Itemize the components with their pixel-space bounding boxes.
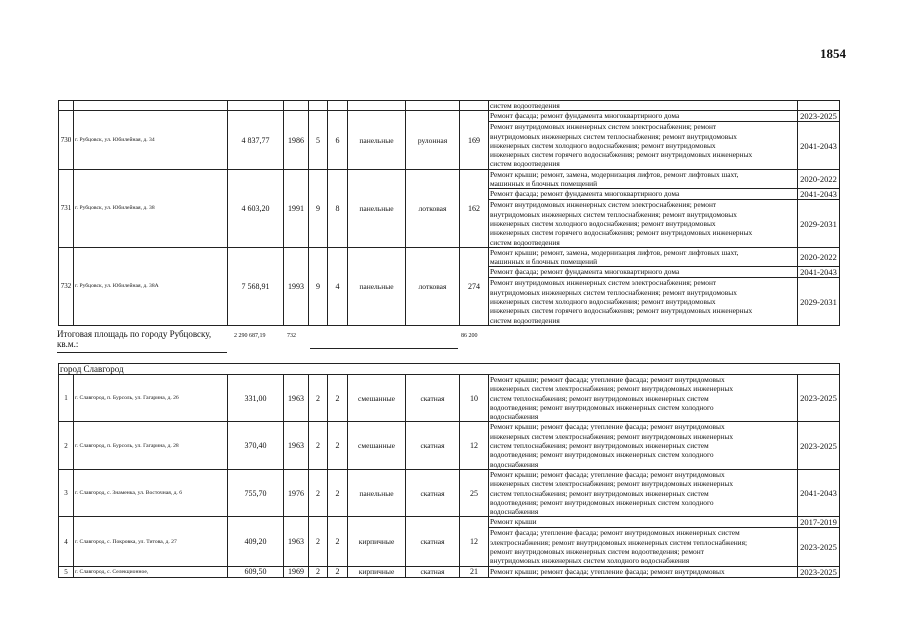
house-address: г. Рубцовск, ул. Юбилейная, д. 34 [74, 111, 228, 169]
roof-type: лотковая [406, 169, 460, 247]
entrances: 4 [328, 247, 348, 325]
table-body [59, 101, 840, 326]
table-row [59, 247, 840, 267]
totals-residents: 86 200 [461, 333, 478, 339]
work-description: Ремонт крыши; ремонт, замена, модернизация лифтов, ремонт лифтовых шахт, машинных и блочных помещений [489, 247, 798, 267]
housing-table-rubtsovsk [58, 100, 840, 326]
entrances: 8 [328, 169, 348, 247]
row-number: 2 [59, 422, 74, 469]
divider [310, 348, 458, 349]
row-number: 732 [59, 247, 74, 325]
work-description: Ремонт крыши; ремонт, замена, модернизация лифтов, ремонт лифтовых шахт, машинных и блочных помещений [489, 169, 798, 189]
wall-material: кирпичные [348, 566, 406, 577]
row-number: 730 [59, 111, 74, 169]
floors: 2 [309, 517, 328, 566]
table-row [59, 169, 840, 189]
roof-type: скатная [406, 422, 460, 469]
table-row [59, 375, 840, 422]
entrances: 2 [328, 375, 348, 422]
entrances: 2 [328, 469, 348, 516]
floors: 9 [309, 247, 328, 325]
work-period: 2017-2019 [798, 517, 840, 528]
build-year: 1986 [284, 111, 309, 169]
house-area: 4 837,77 [228, 111, 284, 169]
house-address: г. Рубцовск, ул. Юбилейная, д. 38 [74, 169, 228, 247]
wall-material: панельные [348, 247, 406, 325]
row-number: 5 [59, 566, 74, 577]
work-description: Ремонт фасада; утепление фасада; ремонт внутридомовых инженерных систем электроснабжения; ремонт внутридомовых инженерных систем теплоснабжения; ремонт внутридомовых инженерных систем водоотведения; ремонт внутридомовых инженерных систем холодного водоснабжения [489, 528, 798, 566]
row-number: 3 [59, 469, 74, 516]
page-number: 1854 [820, 46, 846, 61]
totals-house-count: 732 [287, 333, 296, 339]
housing-table-slavgorod [58, 363, 840, 578]
floors: 2 [309, 375, 328, 422]
table-row [59, 111, 840, 122]
table-row [59, 566, 840, 577]
work-period [798, 101, 840, 111]
totals-area: 2 290 687,19 [234, 333, 266, 339]
work-period: 2020-2022 [798, 169, 840, 189]
floors: 5 [309, 111, 328, 169]
work-description: Ремонт крыши [489, 517, 798, 528]
house-area: 609,50 [228, 566, 284, 577]
divider [57, 352, 227, 353]
work-period: 2023-2025 [798, 528, 840, 566]
house-area: 7 568,91 [228, 247, 284, 325]
table-row [59, 517, 840, 528]
work-description: Ремонт внутридомовых инженерных систем электроснабжения; ремонт внутридомовых инженерных систем теплоснабжения; ремонт внутридомовых инженерных систем холодного водоснабжения; ремонт внутридомовых инженерных систем горячего водоснабжения; ремонт внутридомовых инженерных систем водоотведения [489, 200, 798, 247]
residents: 162 [460, 169, 489, 247]
wall-material: панельные [348, 169, 406, 247]
work-period: 2023-2025 [798, 566, 840, 577]
work-description: Ремонт крыши; ремонт фасада; утепление фасада; ремонт внутридомовых [489, 566, 798, 577]
house-address: г. Славгород, с. Знаменка, ул. Восточная, д. 6 [74, 469, 228, 516]
floors: 2 [309, 422, 328, 469]
entrances: 2 [328, 566, 348, 577]
entrances: 6 [328, 111, 348, 169]
work-description: Ремонт крыши; ремонт фасада; утепление фасада; ремонт внутридомовых инженерных систем электроснабжения; ремонт внутридомовых инженерных систем теплоснабжения; ремонт внутридомовых инженерных систем водоотведения; ремонт внутридомовых инженерных систем холодного водоснабжения [489, 422, 798, 469]
work-description: Ремонт внутридомовых инженерных систем электроснабжения; ремонт внутридомовых инженерных систем теплоснабжения; ремонт внутридомовых инженерных систем холодного водоснабжения; ремонт внутридомовых инженерных систем горячего водоснабжения; ремонт внутридомовых инженерных систем водоотведения [489, 278, 798, 325]
floors: 9 [309, 169, 328, 247]
build-year: 1963 [284, 422, 309, 469]
residents: 169 [460, 111, 489, 169]
wall-material: смешанные [348, 422, 406, 469]
residents: 12 [460, 422, 489, 469]
work-period: 2041-2043 [798, 267, 840, 278]
work-description: Ремонт внутридомовых инженерных систем электроснабжения; ремонт внутридомовых инженерных систем теплоснабжения; ремонт внутридомовых инженерных систем холодного водоснабжения; ремонт внутридомовых инженерных систем горячего водоснабжения; ремонт внутридомовых инженерных систем водоотведения [489, 122, 798, 169]
build-year: 1991 [284, 169, 309, 247]
house-area: 409,20 [228, 517, 284, 566]
work-period: 2029-2031 [798, 200, 840, 247]
work-description: Ремонт фасада; ремонт фундамента многоквартирного дома [489, 189, 798, 200]
build-year: 1993 [284, 247, 309, 325]
roof-type: скатная [406, 469, 460, 516]
work-description: Ремонт фасада; ремонт фундамента многоквартирного дома [489, 111, 798, 122]
house-address: г. Славгород, с. Покровка, ул. Титова, д. 27 [74, 517, 228, 566]
residents: 25 [460, 469, 489, 516]
house-address: г. Славгород, п. Бурсоль, ул. Гагарина, д. 26 [74, 375, 228, 422]
wall-material: панельные [348, 111, 406, 169]
roof-type: скатная [406, 566, 460, 577]
city-header-row [59, 364, 840, 375]
work-description: Ремонт крыши; ремонт фасада; утепление фасада; ремонт внутридомовых инженерных систем электроснабжения; ремонт внутридомовых инженерных систем теплоснабжения; ремонт внутридомовых инженерных систем водоотведения; ремонт внутридомовых инженерных систем холодного водоснабжения [489, 469, 798, 516]
house-area: 370,40 [228, 422, 284, 469]
house-area: 331,00 [228, 375, 284, 422]
row-number: 731 [59, 169, 74, 247]
work-period: 2023-2025 [798, 375, 840, 422]
residents: 274 [460, 247, 489, 325]
entrances: 2 [328, 422, 348, 469]
wall-material: смешанные [348, 375, 406, 422]
work-description: систем водоотведения [489, 101, 798, 111]
work-period: 2020-2022 [798, 247, 840, 267]
row-number: 4 [59, 517, 74, 566]
house-address: г. Славгород, с. Селекционное, [74, 566, 228, 577]
work-period: 2023-2025 [798, 422, 840, 469]
roof-type: скатная [406, 517, 460, 566]
build-year: 1963 [284, 375, 309, 422]
build-year: 1969 [284, 566, 309, 577]
table-body [59, 364, 840, 578]
roof-type: скатная [406, 375, 460, 422]
row-number: 1 [59, 375, 74, 422]
work-description: Ремонт крыши; ремонт фасада; утепление фасада; ремонт внутридомовых инженерных систем электроснабжения; ремонт внутридомовых инженерных систем теплоснабжения; ремонт внутридомовых инженерных систем водоотведения; ремонт внутридомовых инженерных систем холодного водоснабжения [489, 375, 798, 422]
table-row [59, 469, 840, 516]
floors: 2 [309, 469, 328, 516]
house-area: 755,70 [228, 469, 284, 516]
house-address: г. Славгород, п. Бурсоль, ул. Гагарина, д. 28 [74, 422, 228, 469]
work-period: 2029-2031 [798, 278, 840, 325]
work-description: Ремонт фасада; ремонт фундамента многоквартирного дома [489, 267, 798, 278]
roof-type: лотковая [406, 247, 460, 325]
table-row [59, 101, 840, 111]
entrances: 2 [328, 517, 348, 566]
table-row [59, 422, 840, 469]
work-period: 2041-2043 [798, 469, 840, 516]
roof-type: рулонная [406, 111, 460, 169]
build-year: 1963 [284, 517, 309, 566]
work-period: 2023-2025 [798, 111, 840, 122]
wall-material: панельные [348, 469, 406, 516]
residents: 21 [460, 566, 489, 577]
house-area: 4 603,20 [228, 169, 284, 247]
work-period: 2041-2043 [798, 189, 840, 200]
residents: 12 [460, 517, 489, 566]
residents: 10 [460, 375, 489, 422]
city-name: город Славгород [59, 364, 840, 375]
work-period: 2041-2043 [798, 122, 840, 169]
wall-material: кирпичные [348, 517, 406, 566]
totals-label: Итоговая площадь по городу Рубцовску, кв.м.: [57, 329, 212, 349]
house-address: г. Рубцовск, ул. Юбилейная, д. 38А [74, 247, 228, 325]
build-year: 1976 [284, 469, 309, 516]
floors: 2 [309, 566, 328, 577]
